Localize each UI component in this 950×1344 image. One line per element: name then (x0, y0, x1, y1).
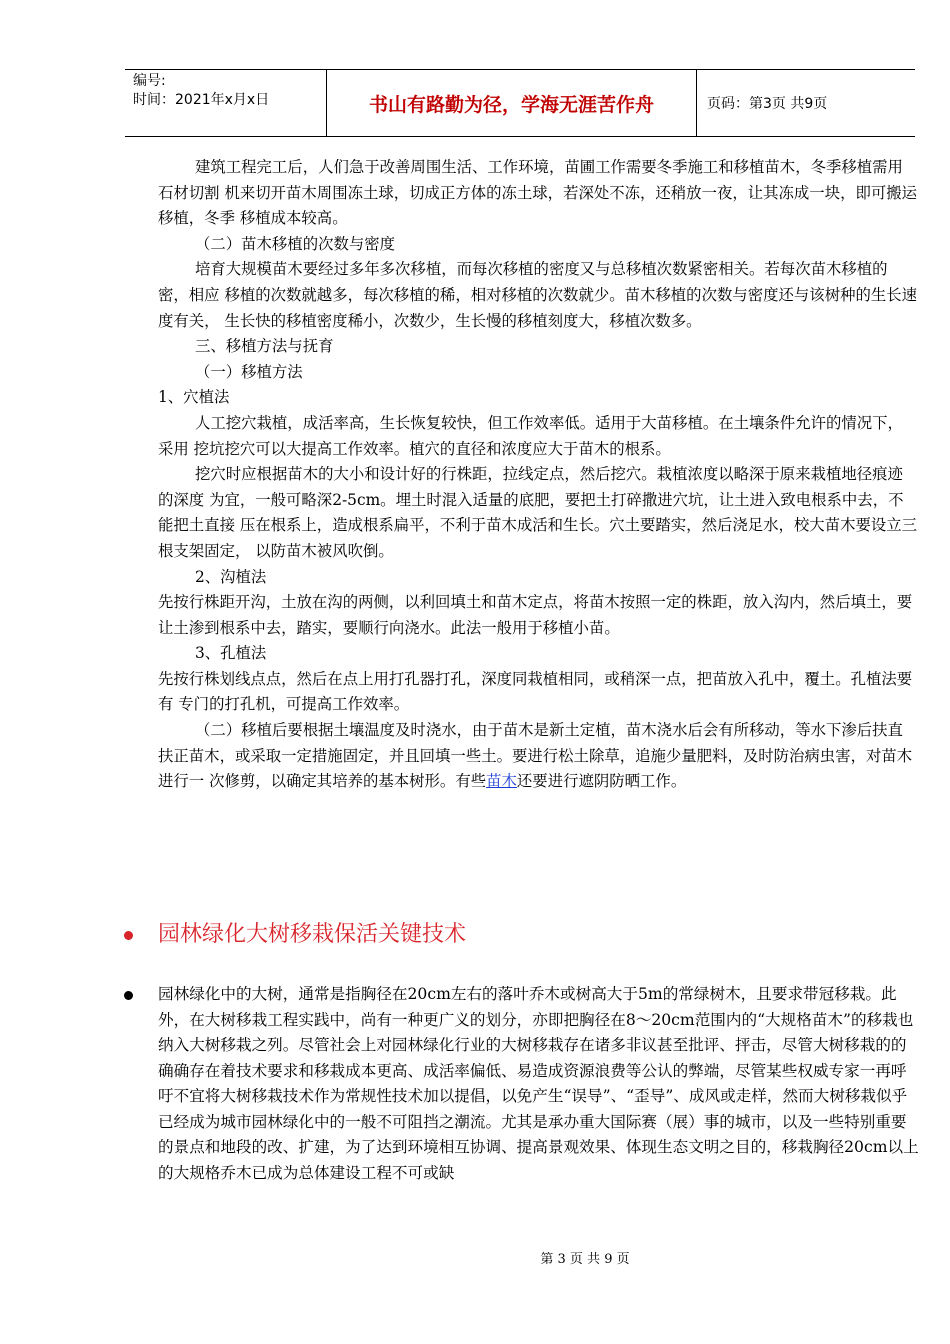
section-title-text: 园林绿化大树移栽保活关键技术 (158, 922, 467, 947)
paragraph-with-link (158, 718, 918, 795)
subheading: 3、孔植法 (194, 644, 267, 663)
section-body (158, 982, 920, 1186)
document-header (125, 69, 915, 137)
bullet-icon (124, 931, 133, 940)
header-right-cell (697, 70, 915, 136)
paragraph: 挖穴时应根据苗木的大小和设计好的行株距，拉线定点，然后挖穴。栽植浓度以略深于原来栽植地径痕迹的深度 为宜，一般可略深2-5cm。埋土时混入适量的底肥，要把土打碎撒进穴坑，让土进入致电根系中去，不能把土直接 压在根系上，造成根系扁平，不利于苗木成活和生长。穴土要踏实，然后浇足水，校大苗木要设立三根支架固定， 以防苗木被风吹倒。 (158, 465, 918, 560)
document-body (158, 155, 918, 795)
header-middle-cell (327, 70, 697, 136)
section-title (124, 917, 924, 953)
page-footer: 第 3 页 共 9 页 (540, 1252, 630, 1267)
paragraph: 园林绿化中的大树，通常是指胸径在20cm左右的落叶乔木或树高大于5m的常绿树木，且要求带冠移栽。此外，在大树移栽工程实践中，尚有一种更广义的划分，亦即把胸径在8～20cm范围内的“大规格苗木”的移栽也纳入大树移栽之列。尽管社会上对园林绿化行业的大树移栽存在诸多非议甚至批评、抨击，尽管大树移栽的的确确存在着技术要求和移栽成本更高、成活率偏低、易造成资源浪费等公认的弊端，尽管某些权威专家一再呼吁不宜将大树移栽技术作为常规性技术加以提倡，以免产生“误导”、“歪导”、成风或走样，然而大树移栽似乎已经成为城市园林绿化中的一般不可阻挡之潮流。尤其是承办重大国际赛（展）事的城市，以及一些特别重要的景点和地段的改、扩建，为了达到环境相互协调、提高景观效果、体现生态文明之目的，移栽胸径20cm以上的大规格乔木已成为总体建设工程不可或缺 (158, 985, 919, 1182)
bullet-icon (124, 991, 133, 1000)
section-heading: 三、移植方法与抚育 (194, 337, 334, 356)
subheading: 1、穴植法 (158, 388, 230, 407)
seedling-link[interactable]: 苗木 (486, 772, 517, 791)
header-motto: 书山有路勤为径，学海无涯苦作舟 (368, 94, 654, 116)
paragraph-text: 还要进行遮阴防晒工作。 (516, 772, 687, 791)
subheading: （二）苗木移植的次数与密度 (194, 234, 396, 253)
number-label: 编号: (133, 73, 166, 89)
header-left-cell (125, 70, 327, 136)
paragraph-text: （二）移植后要根据土壤温度及时浇水，由于苗木是新土定植，苗木浇水后会有所移动，等水下渗后扶直扶正苗木，或采取一定措施固定，并且回填一些土。要进行松土除草，追施少量肥料，及时防治病虫害，对苗木进行一 次修剪，以确定其培养的基本树形。有些 (158, 721, 913, 791)
subheading: （一）移植方法 (194, 362, 303, 381)
paragraph: 先按行株距开沟，土放在沟的两侧，以利回填土和苗木定点，将苗木按照一定的株距，放入沟内，然后填土，要 让土渗到根系中去，踏实，要顺行向浇水。此法一般用于移植小苗。 (158, 593, 913, 637)
paragraph: 建筑工程完工后，人们急于改善周围生活、工作环境，苗圃工作需要冬季施工和移植苗木，冬季移植需用石材切割 机来切开苗木周围冻土球，切成正方体的冻土球，若深处不冻，还稍放一夜，让其冻成一块，即可搬运移植，冬季 移植成本较高。 (158, 158, 918, 228)
paragraph: 人工挖穴栽植，成活率高，生长恢复较快，但工作效率低。适用于大苗移植。在土壤条件允许的情况下，采用 挖坑挖穴可以大提高工作效率。植穴的直径和浓度应大于苗木的根系。 (158, 413, 903, 458)
paragraph: 先按行株划线点点，然后在点上用打孔器打孔，深度同栽植相同，或稍深一点，把苗放入孔中，覆土。孔植法要有 专门的打孔机，可提高工作效率。 (158, 669, 913, 714)
paragraph: 培育大规模苗木要经过多年多次移植，而每次移植的密度又与总移植次数紧密相关。若每次苗木移植的密，相应 移植的次数就越多，每次移植的稀，相对移植的次数就少。苗木移植的次数与密度还与该树种的生长速度有关， 生长快的移植密度稀小，次数少，生长慢的移植刻度大，移植次数多。 (158, 260, 918, 330)
subheading: 2、沟植法 (194, 567, 267, 586)
time-label: 时间：2021年x月x日 (133, 92, 270, 108)
header-page-info: 页码：第3页 共9页 (707, 96, 828, 112)
